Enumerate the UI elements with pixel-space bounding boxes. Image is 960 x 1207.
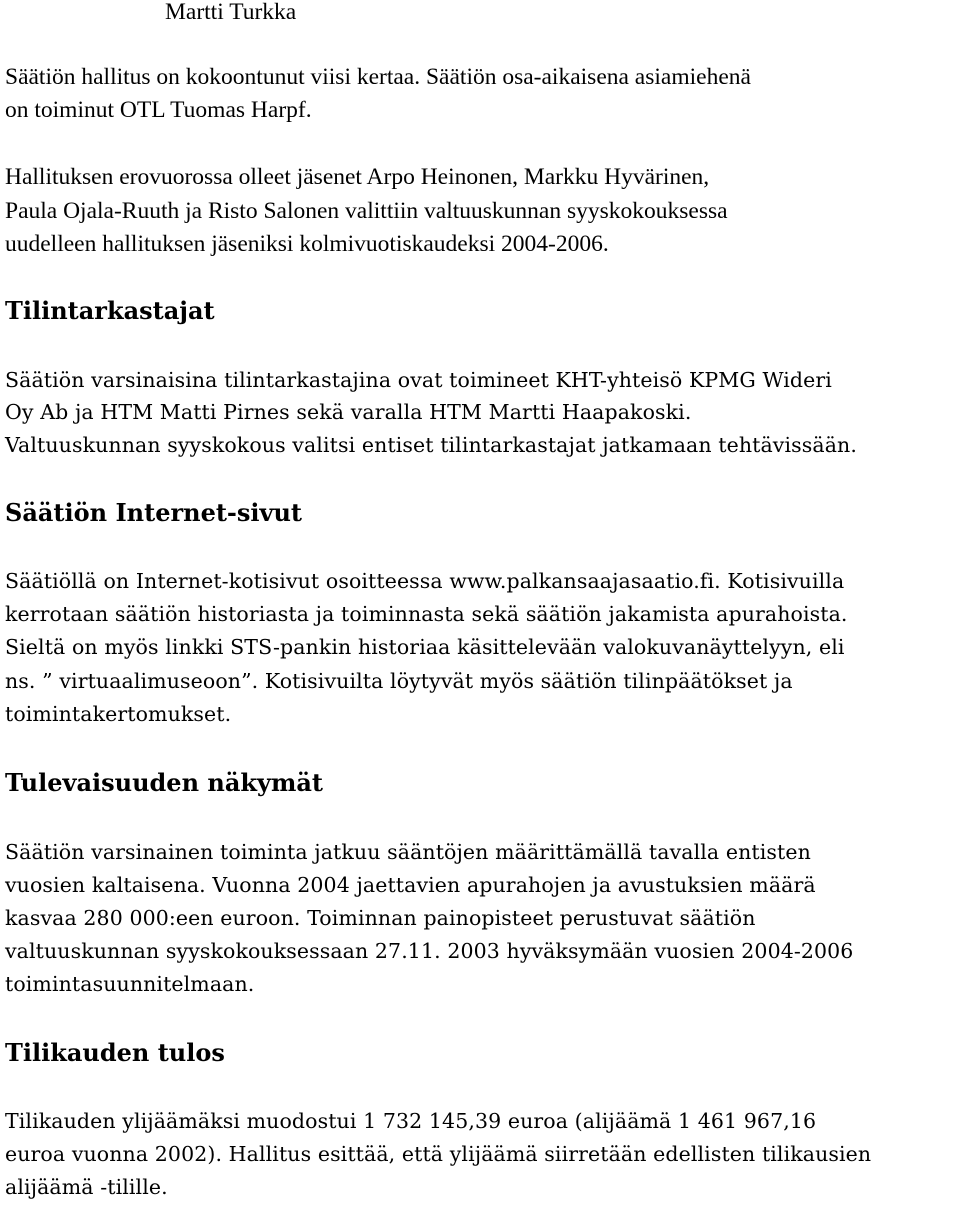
paragraph-line: Oy Ab ja HTM Matti Pirnes sekä varalla HTM Martti Haapakoski. (5, 400, 692, 424)
paragraph-line: valtuuskunnan syyskokouksessaan 27.11. 2003 hyväksymään vuosien 2004-2006 (5, 939, 854, 963)
paragraph-line: Säätiön hallitus on kokoontunut viisi kertaa. Säätiön osa-aikaisena asiamiehenä (5, 64, 751, 90)
paragraph-line: Tilikauden ylijäämäksi muodostui 1 732 145,39 euroa (alijäämä 1 461 967,16 (5, 1109, 817, 1133)
paragraph-line: toimintakertomukset. (5, 702, 232, 726)
section-heading-internet: Säätiön Internet-sivut (5, 498, 302, 527)
paragraph-line: on toiminut OTL Tuomas Harpf. (5, 97, 312, 123)
paragraph-line: Paula Ojala-Ruuth ja Risto Salonen valittiin valtuuskunnan syyskokouksessa (5, 198, 728, 224)
paragraph-line: Sieltä on myös linkki STS-pankin historiaa käsittelevään valokuvanäyttelyyn, eli (5, 635, 845, 659)
paragraph-line: uudelleen hallituksen jäseniksi kolmivuotiskaudeksi 2004-2006. (5, 231, 609, 257)
section-heading-result: Tilikauden tulos (5, 1038, 225, 1067)
paragraph-line: ns. ” virtuaalimuseoon”. Kotisivuilta löytyvät myös säätiön tilinpäätökset ja (5, 669, 793, 693)
paragraph-line: kerrotaan säätiön historiasta ja toiminnasta sekä säätiön jakamista apurahoista. (5, 602, 848, 626)
paragraph-line: Valtuuskunnan syyskokous valitsi entiset tilintarkastajat jatkamaan tehtävissään. (5, 433, 857, 457)
paragraph-line: Hallituksen erovuorossa olleet jäsenet Arpo Heinonen, Markku Hyvärinen, (5, 164, 710, 190)
signatory-name: Martti Turkka (165, 0, 297, 25)
section-heading-auditors: Tilintarkastajat (5, 296, 215, 325)
section-heading-outlook: Tulevaisuuden näkymät (5, 768, 323, 797)
paragraph-line: kasvaa 280 000:een euroon. Toiminnan painopisteet perustuvat säätiön (5, 906, 756, 930)
paragraph-line: toimintasuunnitelmaan. (5, 972, 255, 996)
paragraph-line: Säätiön varsinainen toiminta jatkuu sääntöjen määrittämällä tavalla entisten (5, 840, 811, 864)
paragraph-line: vuosien kaltaisena. Vuonna 2004 jaettavien apurahojen ja avustuksien määrä (5, 873, 816, 897)
paragraph-line: Säätiöllä on Internet-kotisivut osoitteessa www.palkansaajasaatio.fi. Kotisivuilla (5, 569, 845, 593)
paragraph-line: Säätiön varsinaisina tilintarkastajina ovat toimineet KHT-yhteisö KPMG Wideri (5, 368, 832, 392)
paragraph-line: alijäämä -tilille. (5, 1175, 168, 1199)
paragraph-line: euroa vuonna 2002). Hallitus esittää, että ylijäämä siirretään edellisten tilikausien (5, 1142, 872, 1166)
